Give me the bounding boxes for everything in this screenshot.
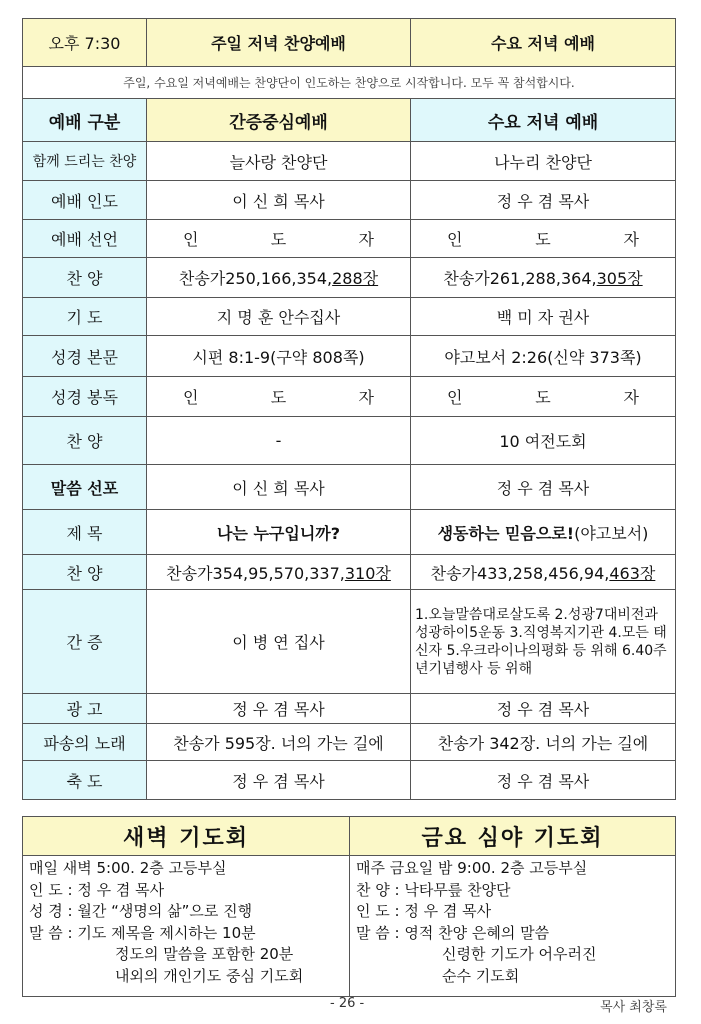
sunday-cell: - [147, 417, 411, 465]
wednesday-service-title: 수요 저녁 예배 [411, 19, 676, 67]
wednesday-cell: 인 도 자 [411, 220, 676, 258]
prayer-body-row [23, 856, 676, 997]
title-row [23, 19, 676, 67]
sermon-book: (야고보서) [574, 523, 649, 543]
dawn-prayer-details [23, 856, 350, 997]
sunday-cell: 이 신 희 목사 [147, 465, 411, 510]
table-row [23, 417, 676, 465]
dawn-message-cont: 정도의 말씀을 포함한 20분 [115, 945, 294, 963]
friday-worship: 찬 양 : 낙타무릎 찬양단 [356, 880, 511, 899]
sunday-cell: 늘사랑 찬양단 [147, 142, 411, 181]
dawn-leader: 인 도 : 정 우 겸 목사 [29, 880, 165, 899]
sunday-cell: 이 신 희 목사 [147, 181, 411, 220]
sunday-cell: 이 병 연 집사 [147, 590, 411, 694]
table-row [23, 510, 676, 555]
table-row [23, 181, 676, 220]
wednesday-header: 수요 저녁 예배 [411, 99, 676, 142]
dawn-scripture: 성 경 : 월간 “생명의 삶”으로 진행 [29, 902, 253, 920]
wednesday-cell: 정 우 겸 목사 [411, 761, 676, 800]
wednesday-cell: 인 도 자 [411, 377, 676, 417]
hymn-last: 305장 [596, 269, 643, 288]
row-label: 찬 양 [23, 555, 147, 590]
friday-prayer-title: 금요 심야 기도회 [350, 817, 676, 856]
table-row [23, 258, 676, 298]
table-row [23, 220, 676, 258]
row-label: 제 목 [23, 510, 147, 555]
column-header-row [23, 99, 676, 142]
sunday-header: 간증중심예배 [147, 99, 411, 142]
hymn-last: 463장 [609, 563, 656, 583]
prayer-title-row [23, 817, 676, 856]
wednesday-cell [411, 258, 676, 298]
table-row [23, 336, 676, 377]
row-label: 간 증 [23, 590, 147, 694]
table-row [23, 465, 676, 510]
friday-message-cont: 순수 기도회 [442, 966, 520, 985]
notice-text: 주일, 수요일 저녁예배는 찬양단이 인도하는 찬양으로 시작합니다. 모두 꼭 참석합시다. [23, 67, 676, 99]
table-row [23, 298, 676, 336]
table-row [23, 377, 676, 417]
sermon-title: 생동하는 믿음으로! [437, 523, 575, 543]
wednesday-cell: 나누리 찬양단 [411, 142, 676, 181]
hymn-numbers: 찬송가354,95,570,337, [166, 563, 345, 583]
notice-row [23, 67, 676, 99]
row-label: 성경 본문 [23, 336, 147, 377]
sunday-cell [147, 258, 411, 298]
row-label: 찬 양 [23, 258, 147, 298]
row-label: 함께 드리는 찬양 [23, 142, 147, 181]
row-label: 파송의 노래 [23, 724, 147, 761]
footer-author: 목사 최창록 [600, 1000, 667, 1015]
row-label: 예배 인도 [23, 181, 147, 220]
friday-prayer-details [350, 856, 676, 997]
row-label: 기 도 [23, 298, 147, 336]
sunday-cell: 정 우 겸 목사 [147, 694, 411, 724]
wednesday-cell [411, 510, 676, 555]
wednesday-cell: 정 우 겸 목사 [411, 694, 676, 724]
table-row [23, 761, 676, 800]
row-label: 축 도 [23, 761, 147, 800]
table-row [23, 555, 676, 590]
wednesday-cell: 백 미 자 권사 [411, 298, 676, 336]
sermon-title: 나는 누구입니까? [147, 510, 411, 555]
hymn-last: 288장 [332, 269, 379, 288]
table-row [23, 142, 676, 181]
prayer-topics: 1.오늘말씀대로살도록 2.성광7대비전과 성광하이5운동 3.직영복지기관 4.모든 태신자 5.우크라이나의평화 등 위해 6.40주년기념행사 등 위해 [411, 590, 676, 694]
service-time: 오후 7:30 [23, 19, 147, 67]
sunday-service-title: 주일 저녁 찬양예배 [147, 19, 411, 67]
sunday-cell: 정 우 겸 목사 [147, 761, 411, 800]
row-label: 말씀 선포 [23, 465, 147, 510]
friday-leader: 인 도 : 정 우 겸 목사 [356, 902, 492, 920]
wednesday-cell: 정 우 겸 목사 [411, 465, 676, 510]
sunday-cell: 시편 8:1-9(구약 808쪽) [147, 336, 411, 377]
friday-message: 말 씀 : 영적 찬양 은혜의 말씀 [356, 923, 550, 942]
hymn-last: 310장 [344, 563, 391, 583]
dawn-message: 말 씀 : 기도 제목을 제시하는 10분 [29, 923, 256, 942]
row-label: 찬 양 [23, 417, 147, 465]
page-number: - 26 - [330, 996, 365, 1011]
sunday-cell: 인 도 자 [147, 377, 411, 417]
wednesday-cell: 찬송가 342장. 너의 가는 길에 [411, 724, 676, 761]
dawn-time: 매일 새벽 5:00. 2층 고등부실 [29, 859, 227, 877]
sunday-cell: 지 명 훈 안수집사 [147, 298, 411, 336]
table-row [23, 590, 676, 694]
hymn-numbers: 찬송가261,288,364, [443, 269, 597, 288]
hymn-numbers: 찬송가250,166,354, [178, 269, 333, 288]
table-row [23, 694, 676, 724]
row-label: 광 고 [23, 694, 147, 724]
table-row [23, 724, 676, 761]
worship-schedule-table [22, 18, 676, 800]
sunday-cell [147, 555, 411, 590]
row-label: 예배 선언 [23, 220, 147, 258]
sunday-cell: 인 도 자 [147, 220, 411, 258]
wednesday-cell [411, 555, 676, 590]
prayer-meetings-table [22, 816, 676, 997]
wednesday-cell: 야고보서 2:26(신약 373쪽) [411, 336, 676, 377]
friday-time: 매주 금요일 밤 9:00. 2층 고등부실 [356, 859, 588, 877]
friday-message-cont: 신령한 기도가 어우러진 [442, 945, 597, 963]
wednesday-cell: 정 우 겸 목사 [411, 181, 676, 220]
hymn-numbers: 찬송가433,258,456,94, [430, 563, 610, 583]
wednesday-cell: 10 여전도회 [411, 417, 676, 465]
row-label: 성경 봉독 [23, 377, 147, 417]
dawn-message-cont: 내외의 개인기도 중심 기도회 [115, 966, 304, 985]
category-header: 예배 구분 [23, 99, 147, 142]
dawn-prayer-title: 새벽 기도회 [23, 817, 350, 856]
sunday-cell: 찬송가 595장. 너의 가는 길에 [147, 724, 411, 761]
